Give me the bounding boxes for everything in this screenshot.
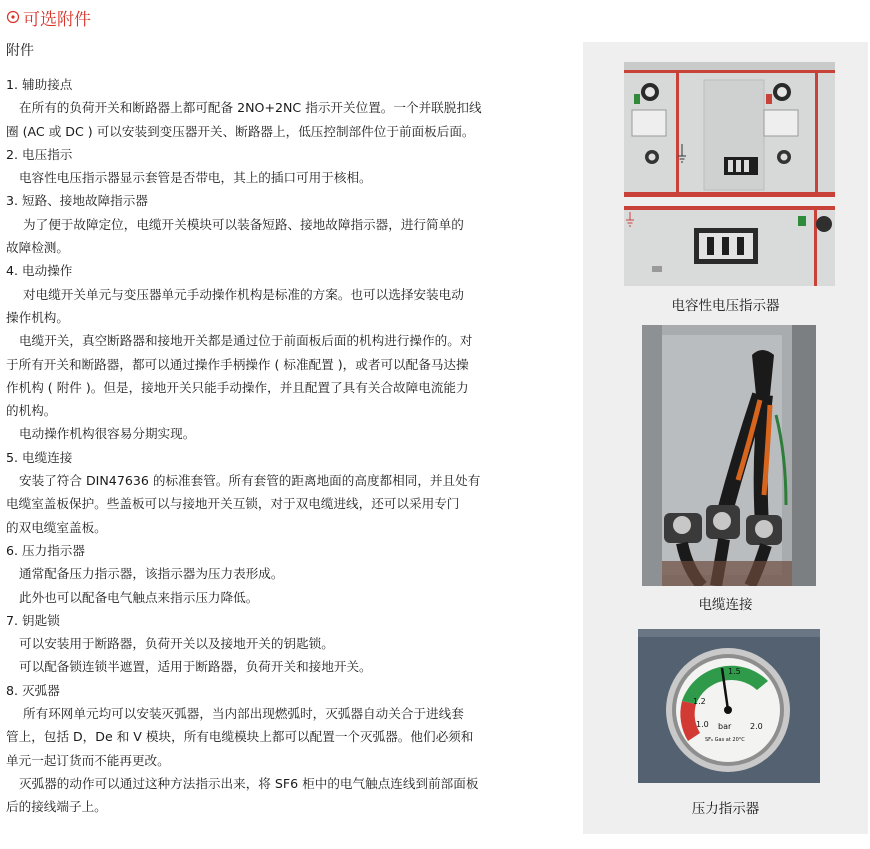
- circle-dot-icon: [6, 10, 20, 24]
- voltage-indicator-photo: [624, 62, 835, 197]
- item-text: 作机构 ( 附件 )。但是，接地开关只能手动操作，并且配置了具有关合故障电流能力: [6, 379, 469, 395]
- item-text: 对电缆开关单元与变压器单元手动操作机构是标准的方案。也可以选择安装电动: [23, 286, 464, 302]
- item-text: 通常配备压力指示器，该指示器为压力表形成。: [19, 566, 284, 582]
- item-text: 电缆室盖板保护。些盖板可以与接地开关互锁，对于双电缆进线，还可以采用专门: [6, 496, 460, 512]
- item-text: 电容性电压指示器显示套管是否带电，其上的插口可用于核相。: [19, 170, 372, 186]
- item-text: 电动操作机构很容易分期实现。: [19, 426, 196, 442]
- item-text: 在所有的负荷开关和断路器上都可配备 2NO+2NC 指示开关位置。一个并联脱扣线: [19, 100, 482, 116]
- item-text: 可以配备锁连锁半遮置，适用于断路器，负荷开关和接地开关。: [19, 659, 372, 675]
- item-title: 5. 电缆连接: [6, 449, 73, 465]
- item-text: 可以安装用于断路器，负荷开关以及接地开关的钥匙锁。: [19, 636, 334, 652]
- item-title: 1. 辅助接点: [6, 77, 73, 92]
- item-text: 单元一起订货而不能再更改。: [6, 752, 170, 768]
- page-title: 可选附件: [23, 9, 91, 30]
- gauge-tick-1-0: 1.0: [696, 720, 709, 729]
- subheading: 附件: [6, 43, 34, 59]
- item-text: 于所有开关和断路器，都可以通过操作手柄操作 ( 标准配置 )，或者可以配备马达操: [6, 356, 469, 372]
- gauge-tick-2-0: 2.0: [750, 722, 763, 731]
- item-text: 操作机构。: [6, 309, 69, 325]
- item-text: 管上，包括 D，De 和 V 模块，所有电缆模块上都可以配置一个灭弧器。他们必须和: [6, 729, 474, 745]
- item-title: 2. 电压指示: [6, 146, 73, 162]
- voltage-indicator-closeup-photo: [624, 206, 835, 286]
- voltage-indicator-caption: 电容性电压指示器: [671, 298, 780, 314]
- gauge-unit: bar: [718, 722, 732, 731]
- item-title: 7. 钥匙锁: [6, 612, 60, 628]
- item-text: 灭弧器的动作可以通过这种方法指示出来，将 SF6 柜中的电气触点连线到前部面板: [19, 775, 479, 791]
- item-text: 圈 (AC 或 DC ) 可以安装到变压器开关、断路器上，低压控制部件位于前面板后面。: [6, 123, 475, 139]
- item-text: 所有环网单元均可以安装灭弧器，当内部出现燃弧时，灭弧器自动关合于进线套: [23, 706, 464, 722]
- item-title: 6. 压力指示器: [6, 542, 85, 558]
- pressure-gauge-caption: 压力指示器: [691, 801, 760, 817]
- gauge-note: SF₆ Gas at 20°C: [705, 737, 745, 743]
- section-heading: [6, 6, 91, 28]
- cable-connection-photo: [642, 325, 816, 586]
- item-text: 此外也可以配备电气触点来指示压力降低。: [19, 589, 259, 605]
- item-text: 电缆开关，真空断路器和接地开关都是通过位于前面板后面的机构进行操作的。对: [19, 333, 473, 349]
- accessories-list: [6, 73, 534, 819]
- item-text: 安装了符合 DIN47636 的标准套管。所有套管的距离地面的高度都相同，并且处有: [19, 473, 481, 489]
- cable-connection-caption: 电缆连接: [698, 597, 753, 613]
- item-title: 8. 灭弧器: [6, 682, 60, 698]
- gauge-tick-1-2: 1.2: [693, 697, 706, 706]
- pressure-gauge-photo: [638, 629, 820, 783]
- item-title: 4. 电动操作: [6, 263, 73, 279]
- item-title: 3. 短路、接地故障指示器: [6, 193, 148, 209]
- item-text: 后的接线端子上。: [6, 799, 107, 815]
- item-text: 为了便于故障定位，电缆开关模块可以装备短路、接地故障指示器，进行简单的: [23, 216, 464, 232]
- item-text: 故障检测。: [6, 240, 69, 256]
- item-text: 的机构。: [6, 403, 57, 419]
- image-panel: [583, 42, 868, 834]
- item-text: 的双电缆室盖板。: [6, 519, 107, 535]
- gauge-tick-1-5: 1.5: [728, 667, 741, 676]
